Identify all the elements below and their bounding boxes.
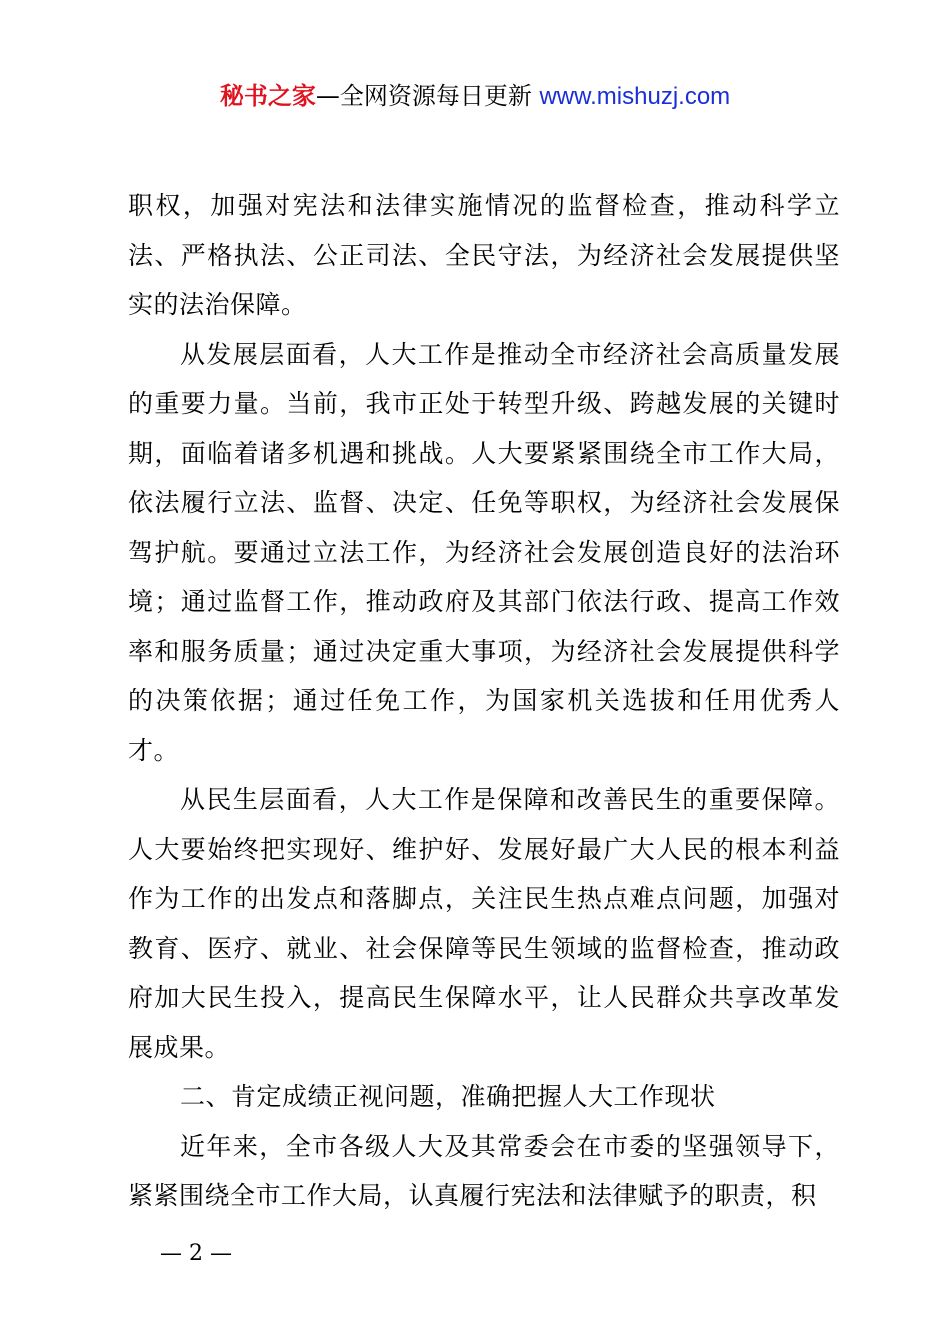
site-header <box>0 78 950 115</box>
page-number: — 2 — <box>160 1241 232 1266</box>
document-body <box>128 181 840 1221</box>
paragraph-livelihood: 从民生层面看，人大工作是保障和改善民生的重要保障。人大要始终把实现好、维护好、发展好最广大人民的根本利益作为工作的出发点和落脚点，关注民生热点难点问题，加强对教育、医疗、就业、社会保障等民生领域的监督检查，推动政府加大民生投入，提高民生保障水平，让人民群众共享改革发展成果。 <box>128 785 840 1062</box>
header-url-link[interactable]: www.mishuzj.com <box>539 83 731 110</box>
paragraph-continuation: 职权，加强对宪法和法律实施情况的监督检查，推动科学立法、严格执法、公正司法、全民守法，为经济社会发展提供坚实的法治保障。 <box>128 191 840 319</box>
paragraph-development: 从发展层面看，人大工作是推动全市经济社会高质量发展的重要力量。当前，我市正处于转型升级、跨越发展的关键时期，面临着诸多机遇和挑战。人大要紧紧围绕全市工作大局，依法履行立法、监督、决定、任免等职权，为经济社会发展保驾护航。要通过立法工作，为经济社会发展创造良好的法治环境；通过监督工作，推动政府及其部门依法行政、提高工作效率和服务质量；通过决定重大事项，为经济社会发展提供科学的决策依据；通过任免工作，为国家机关选拔和任用优秀人才。 <box>128 339 840 765</box>
section-heading: 二、肯定成绩正视问题，准确把握人大工作现状 <box>180 1082 716 1111</box>
header-tagline: —全网资源每日更新 <box>315 82 540 110</box>
brand-name: 秘书之家 <box>219 82 316 110</box>
paragraph-recent-years: 近年来，全市各级人大及其常委会在市委的坚强领导下，紧紧围绕全市工作大局，认真履行宪法和法律赋予的职责，积 <box>128 1131 840 1210</box>
